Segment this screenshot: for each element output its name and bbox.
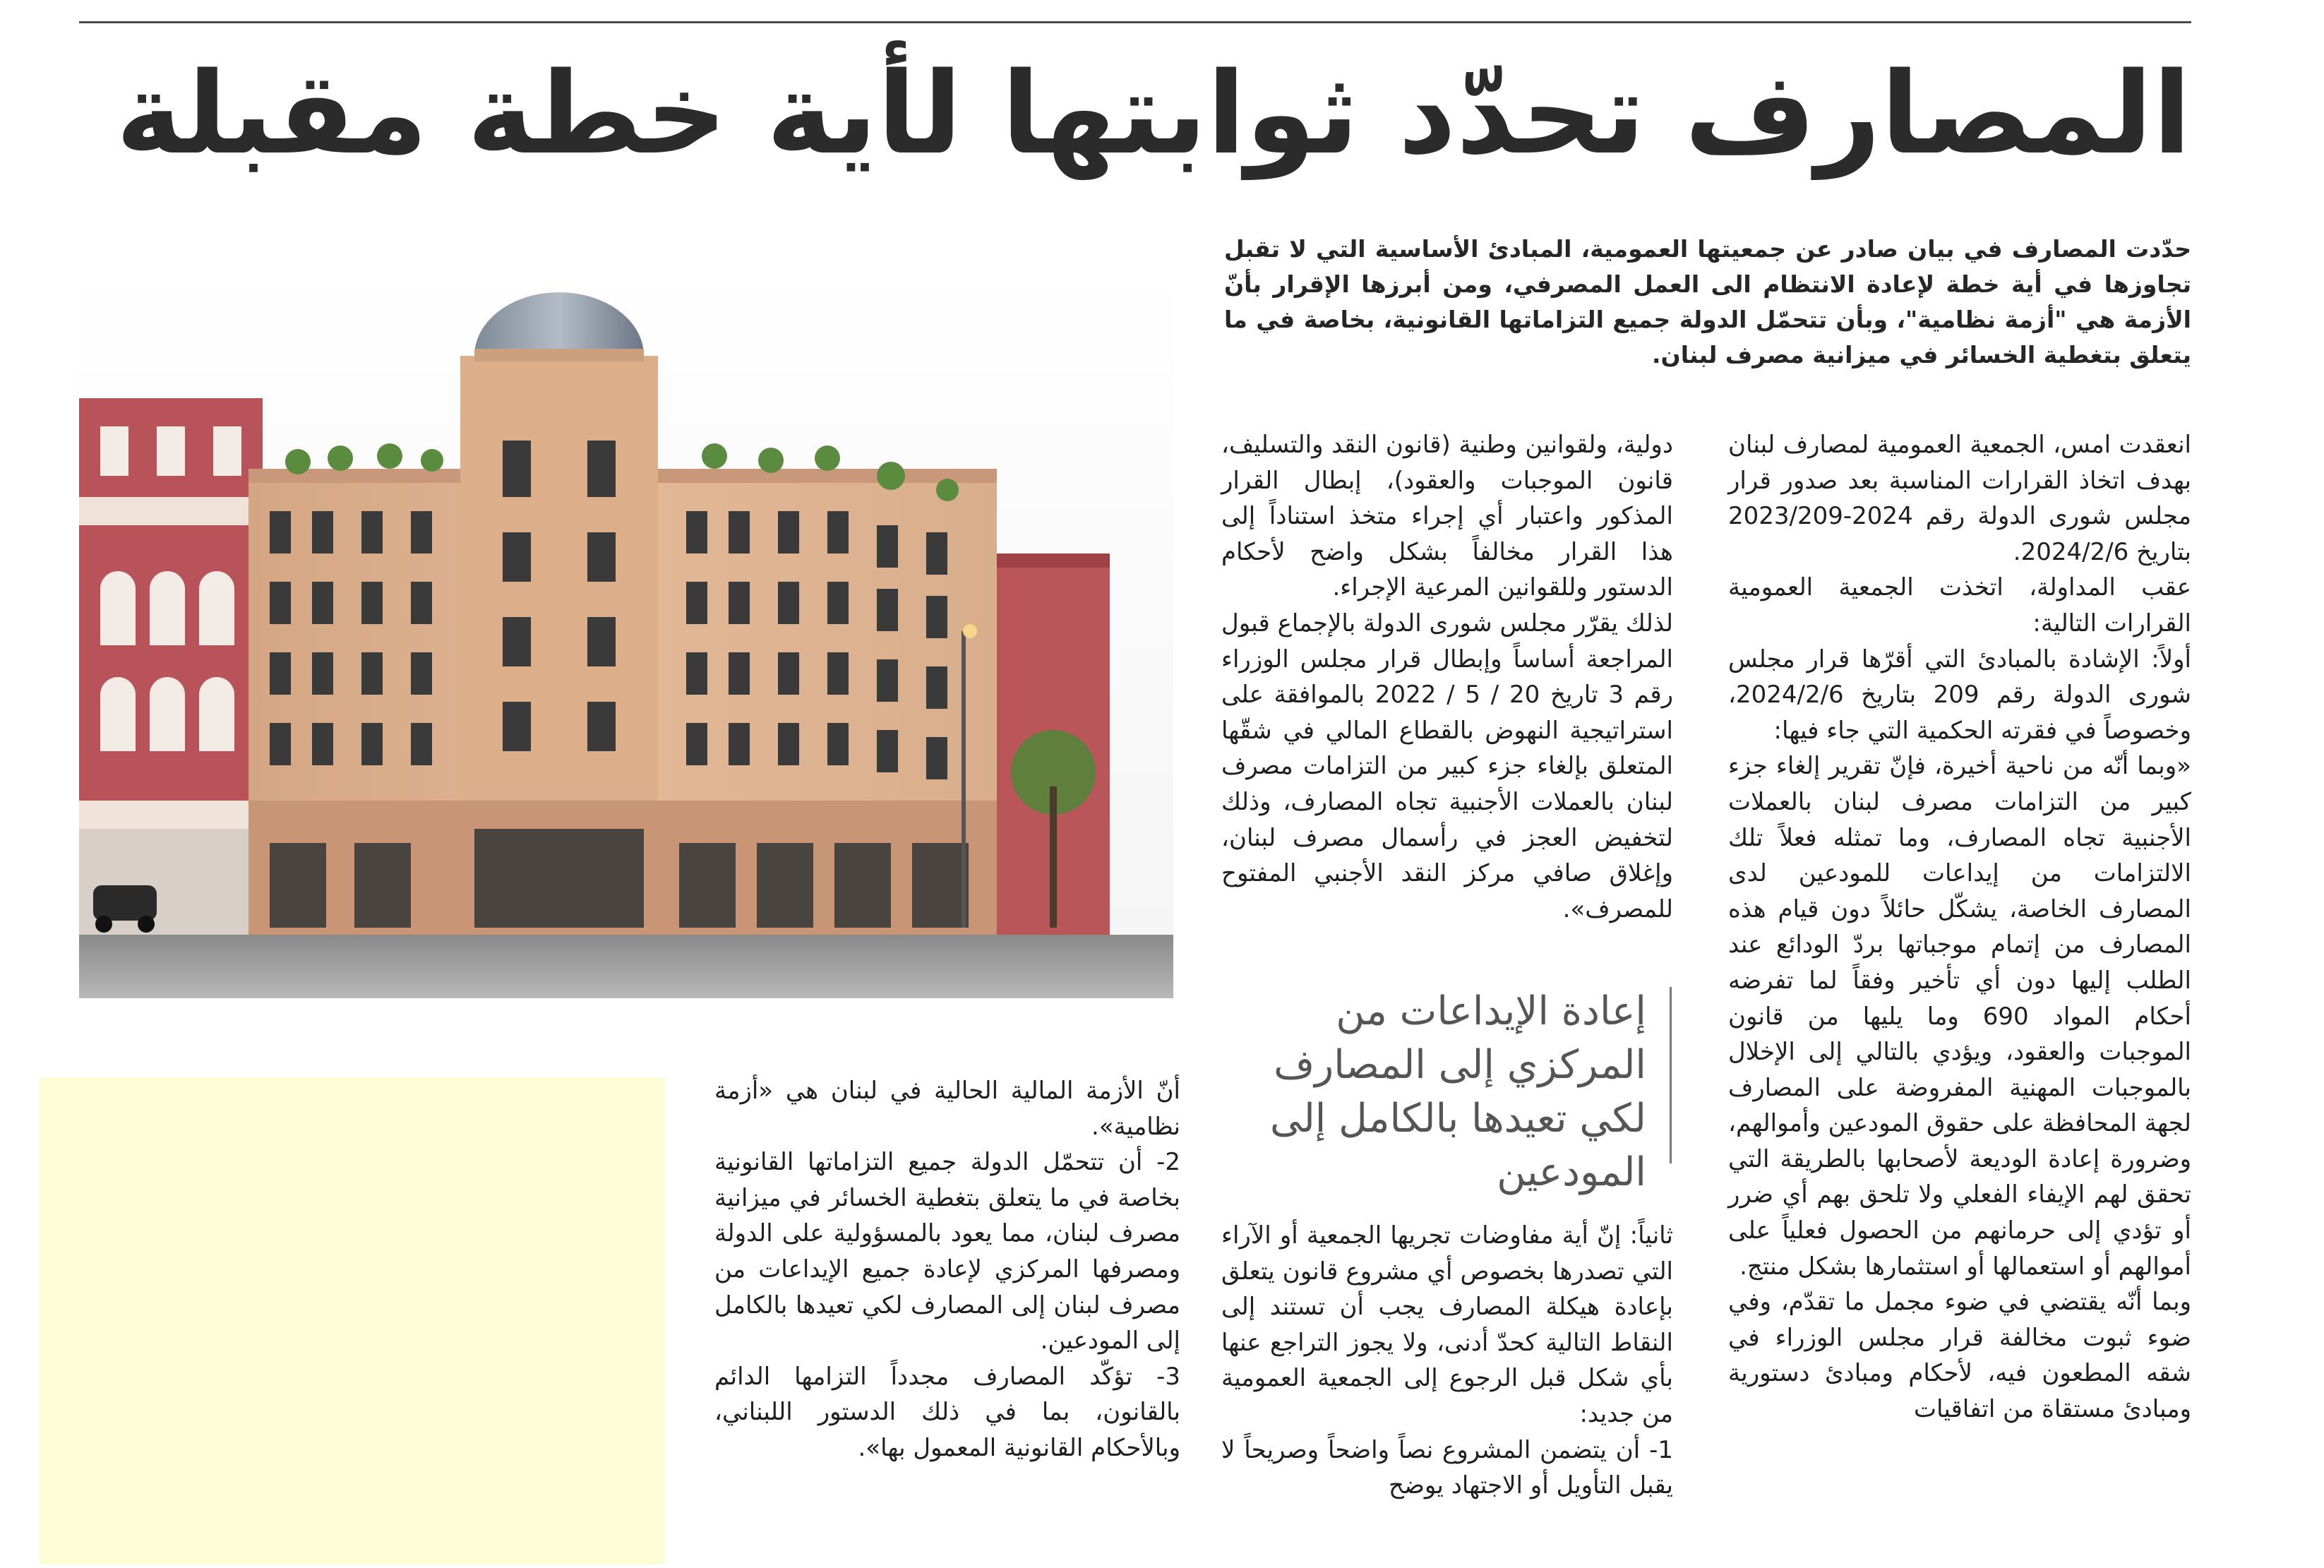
headline: المصارف تحدّد ثوابتها لأية خطة مقبلة bbox=[116, 47, 2191, 179]
col3-paragraph-3: 3- تؤكّد المصارف مجدداً التزامها الدائم بالقانون، بما في ذلك الدستور اللبناني، وبالأحكام القانونية المعمول بها». bbox=[714, 1362, 1180, 1462]
lede-paragraph: حدّدت المصارف في بيان صادر عن جمعيتها العمومية، المبادئ الأساسية التي لا تقبل تجاوزها في أية خطة لإعادة الانتظام الى العمل المصرفي، ومن أبرزها الإقرار بأنّ الأزمة هي "أزمة نظامية"، وبأن تتحمّل الدولة جميع التزاماتها القانونية، بخاصة في ما يتعلق بتغطية الخسائر في ميزانية مصرف لبنان. bbox=[1224, 235, 2191, 369]
bank-building-photo bbox=[79, 264, 1173, 998]
article-column-2 bbox=[1221, 427, 1673, 927]
pullquote-rule bbox=[1670, 987, 1672, 1163]
top-rule bbox=[79, 21, 2191, 23]
article-column-3 bbox=[714, 1073, 1180, 1466]
article-column-2-continued bbox=[1221, 1218, 1673, 1504]
col1-paragraph-2: عقب المداولة، اتخذت الجمعية العمومية القرارات التالية: bbox=[1728, 573, 2191, 638]
col2-paragraph-3: ثانياً: إنّ أية مفاوضات تجريها الجمعية أو الآراء التي تصدرها بخصوص أي مشروع قانون يتعلق بإعادة هيكلة المصارف يجب أن تستند إلى النقاط التالية كحدّ أدنى، ولا يجوز التراجع عنها بأي شكل قبل الرجوع إلى الجمعية العمومية من جديد: bbox=[1221, 1221, 1673, 1428]
pullquote: إعادة الإيداعات من المركزي إلى المصارف لكي تعيدها بالكامل إلى المودعين bbox=[1270, 988, 1646, 1195]
col1-paragraph-4: «وبما أنّه من ناحية أخيرة، فإنّ تقرير إلغاء جزء كبير من التزامات مصرف لبنان بالعملات الأجنبية تجاه المصارف، وما تمثله فعلاً تلك الالتزامات من إيداعات للمودعين لدى المصارف الخاصة، يشكّل حائلاً دون قيام هذه المصارف من إتمام موجباتها بردّ الودائع عند الطلب إليها دون أي تأخير وفقاً لما تفرضه أحكام المواد 690 وما يليها من قانون الموجبات والعقود، ويؤدي بالتالي إلى الإخلال بالموجبات المهنية المفروضة على المصارف لجهة المحافظة على حقوق المودعين وأموالهم، وضرورة إعادة الوديعة لأصحابها بالطريقة التي تحقق لهم الإيفاء الفعلي ولا تلحق بهم أي ضرر أو تؤدي إلى حرمانهم من الحصول فعلياً على أموالهم أو استعمالها أو استثمارها بشكل منتج. bbox=[1728, 752, 2191, 1281]
col2-paragraph-2: لذلك يقرّر مجلس شورى الدولة بالإجماع قبول المراجعة أساساً وإبطال قرار مجلس الوزراء رقم 3 تاريخ 20 / 5 / 2022 بالموافقة على استراتيجية النهوض بالقطاع المالي في شقّها المتعلق بإلغاء جزء كبير من التزامات مصرف لبنان بالعملات الأجنبية تجاه المصارف، وذلك لتخفيض العجز في رأسمال مصرف لبنان، وإغلاق صافي مركز النقد الأجنبي المفتوح للمصرف». bbox=[1221, 609, 1674, 923]
col3-paragraph-2: 2- أن تتحمّل الدولة جميع التزاماتها القانونية بخاصة في ما يتعلق بتغطية الخسائر في ميزانية مصرف لبنان، مما يعود بالمسؤولية على الدولة ومصرفها المركزي لإعادة جميع الإيداعات من مصرف لبنان إلى المصارف لكي تعيدها بالكامل إلى المودعين. bbox=[714, 1148, 1180, 1355]
col2-paragraph-1: دولية، ولقوانين وطنية (قانون النقد والتسليف، قانون الموجبات والعقود)، إبطال القرار المذكور واعتبار أي إجراء متخذ استناداً إلى هذا القرار مخالفاً بشكل واضح لأحكام الدستور وللقوانين المرعية الإجراء. bbox=[1221, 431, 1673, 602]
col3-paragraph-1: أنّ الأزمة المالية الحالية في لبنان هي «أزمة نظامية». bbox=[714, 1077, 1180, 1141]
empty-ad-box bbox=[40, 1077, 665, 1564]
col2-paragraph-4: 1- أن يتضمن المشروع نصاً واضحاً وصريحاً لا يقبل التأويل أو الاجتهاد يوضح bbox=[1221, 1435, 1673, 1500]
article-column-1 bbox=[1728, 427, 2191, 1428]
col1-paragraph-3: أولاً: الإشادة بالمبادئ التي أقرّها قرار مجلس شورى الدولة رقم 209 بتاريخ 2024/2/6، وخصوصاً في فقرته الحكمية التي جاء فيها: bbox=[1728, 645, 2191, 745]
col1-paragraph-1: انعقدت امس، الجمعية العمومية لمصارف لبنان بهدف اتخاذ القرارات المناسبة بعد صدور قرار مجلس شورى الدولة رقم 2024-2023/209 بتاريخ 2024/2/6. bbox=[1728, 431, 2191, 566]
col1-paragraph-5: وبما أنّه يقتضي في ضوء مجمل ما تقدّم، وفي ضوء ثبوت مخالفة قرار مجلس الوزراء في شقه المطعون فيه، لأحكام ومبادئ دستورية ومبادئ مستقاة من اتفاقيات bbox=[1728, 1288, 2191, 1424]
